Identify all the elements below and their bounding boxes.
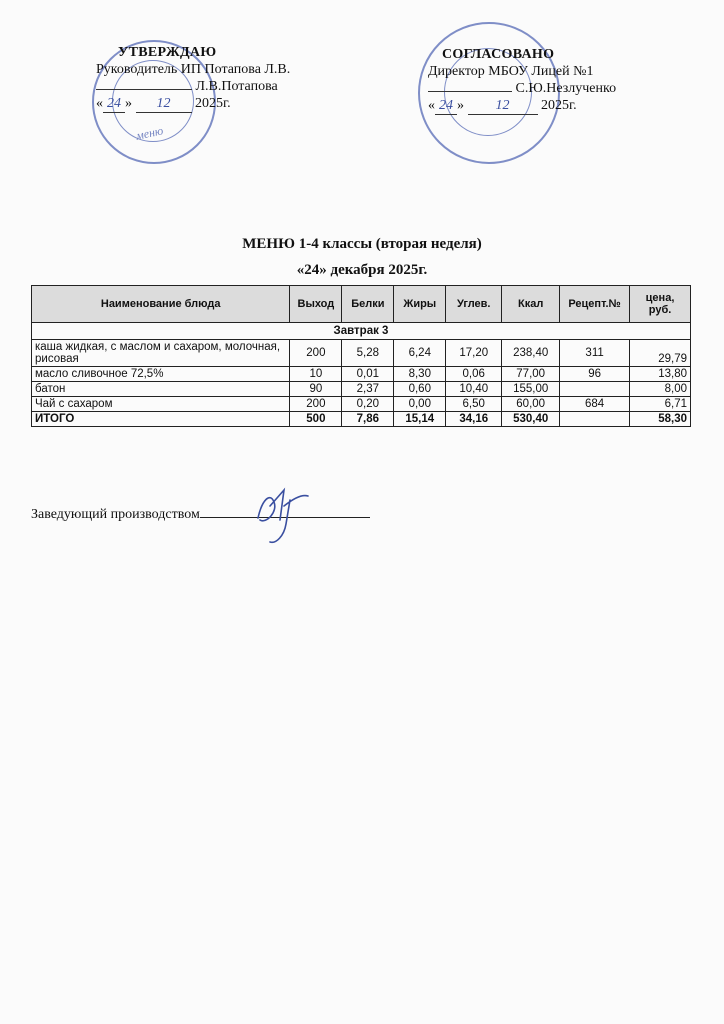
total-protein: 7,86 [342, 412, 394, 427]
table-row [32, 397, 691, 412]
cell-protein: 2,37 [342, 382, 394, 397]
approve-date-day: 24 [103, 95, 125, 113]
header-output: Выход [290, 286, 342, 323]
document-title: МЕНЮ 1-4 классы (вторая неделя) [242, 236, 482, 252]
approve-date-open: « [96, 96, 103, 111]
header-kcal: Ккал [502, 286, 560, 323]
approve-signer: Л.В.Потапова [195, 79, 278, 94]
approve-position: Руководитель ИП Потапова Л.В. [96, 62, 291, 77]
header-carbs: Углев. [446, 286, 502, 323]
section-row [32, 323, 691, 340]
cell-name: масло сливочное 72,5% [32, 367, 290, 382]
section-title: Завтрак 3 [32, 323, 691, 340]
agree-signer: С.Ю.Незлученко [515, 81, 617, 96]
cell-recipe: 311 [560, 340, 630, 367]
seal-stamp-left-text: меню [134, 123, 165, 143]
cell-recipe: 684 [560, 397, 630, 412]
header-price: цена, руб. [630, 286, 691, 323]
total-row [32, 412, 691, 427]
menu-table [31, 285, 691, 427]
total-carbs: 34,16 [446, 412, 502, 427]
approve-date-year: 2025г. [195, 96, 231, 111]
cell-output: 200 [290, 340, 342, 367]
cell-price: 29,79 [630, 340, 691, 367]
cell-price: 13,80 [630, 367, 691, 382]
header-fat: Жиры [394, 286, 446, 323]
table-row [32, 367, 691, 382]
total-label: ИТОГО [32, 412, 290, 427]
cell-kcal: 155,00 [502, 382, 560, 397]
cell-kcal: 60,00 [502, 397, 560, 412]
total-fat: 15,14 [394, 412, 446, 427]
total-price: 58,30 [630, 412, 691, 427]
cell-name: Чай с сахаром [32, 397, 290, 412]
approve-signer-line [96, 78, 290, 95]
total-recipe [560, 412, 630, 427]
cell-protein: 5,28 [342, 340, 394, 367]
total-kcal: 530,40 [502, 412, 560, 427]
agree-position: Директор МБОУ Лицей №1 [428, 64, 594, 79]
agree-block [428, 46, 616, 115]
total-output: 500 [290, 412, 342, 427]
agree-date-year: 2025г. [541, 98, 577, 113]
cell-fat: 0,00 [394, 397, 446, 412]
table-row [32, 340, 691, 367]
cell-carbs: 17,20 [446, 340, 502, 367]
manager-label: Заведующий производством [31, 507, 200, 522]
cell-output: 90 [290, 382, 342, 397]
agree-signature-line [428, 91, 512, 92]
cell-fat: 8,30 [394, 367, 446, 382]
agree-title: СОГЛАСОВАНО [442, 47, 555, 62]
cell-price: 8,00 [630, 382, 691, 397]
agree-signer-line [428, 80, 616, 97]
agree-date-day: 24 [435, 97, 457, 115]
agree-date-month: 12 [468, 97, 538, 115]
approve-signature-line [96, 89, 192, 90]
cell-protein: 0,20 [342, 397, 394, 412]
approve-date-close: » [125, 96, 132, 111]
cell-kcal: 77,00 [502, 367, 560, 382]
header-name: Наименование блюда [32, 286, 290, 323]
document-date: «24» декабря 2025г. [296, 262, 428, 278]
cell-name: каша жидкая, с маслом и сахаром, молочная, рисовая [32, 340, 290, 367]
header-protein: Белки [342, 286, 394, 323]
cell-carbs: 0,06 [446, 367, 502, 382]
approve-date [96, 95, 290, 113]
table-header-row [32, 286, 691, 323]
header-recipe: Рецепт.№ [560, 286, 630, 323]
agree-date [428, 97, 616, 115]
cell-recipe [560, 382, 630, 397]
cell-output: 10 [290, 367, 342, 382]
cell-recipe: 96 [560, 367, 630, 382]
cell-output: 200 [290, 397, 342, 412]
cell-fat: 6,24 [394, 340, 446, 367]
cell-price: 6,71 [630, 397, 691, 412]
agree-date-open: « [428, 98, 435, 113]
cell-fat: 0,60 [394, 382, 446, 397]
cell-kcal: 238,40 [502, 340, 560, 367]
table-row [32, 382, 691, 397]
cell-name: батон [32, 382, 290, 397]
approve-title: УТВЕРЖДАЮ [118, 45, 217, 60]
cell-carbs: 6,50 [446, 397, 502, 412]
agree-date-close: » [457, 98, 464, 113]
approve-date-month: 12 [136, 95, 192, 113]
approve-block [96, 44, 290, 113]
cell-carbs: 10,40 [446, 382, 502, 397]
handwritten-signature [240, 480, 330, 550]
cell-protein: 0,01 [342, 367, 394, 382]
